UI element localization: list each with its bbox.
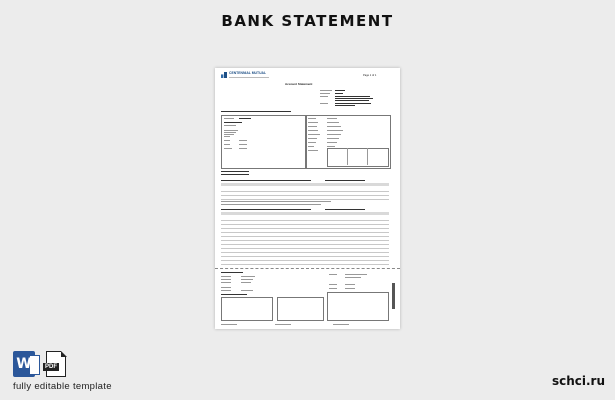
format-icons xyxy=(13,351,66,377)
statement-title: Account Statement xyxy=(285,82,313,86)
table-row xyxy=(221,195,389,200)
cut-line xyxy=(215,268,400,269)
page-number: Page 1 of 1 xyxy=(363,74,377,77)
bank-name: CENTENNIAL MUTUAL xyxy=(229,71,267,75)
table-header xyxy=(221,212,389,215)
pdf-icon: PDF xyxy=(46,351,66,377)
site-name[interactable]: schci.ru xyxy=(551,374,605,388)
table-row xyxy=(221,260,389,265)
page-heading: BANK STATEMENT xyxy=(221,12,394,30)
statement-document xyxy=(215,68,400,329)
table-header xyxy=(221,183,389,186)
vertical-slip-label xyxy=(392,283,395,309)
bank-logo-icon xyxy=(221,72,227,78)
word-icon: W xyxy=(13,351,35,377)
editable-caption: fully editable template xyxy=(13,381,112,392)
customer-address-box xyxy=(221,115,307,169)
